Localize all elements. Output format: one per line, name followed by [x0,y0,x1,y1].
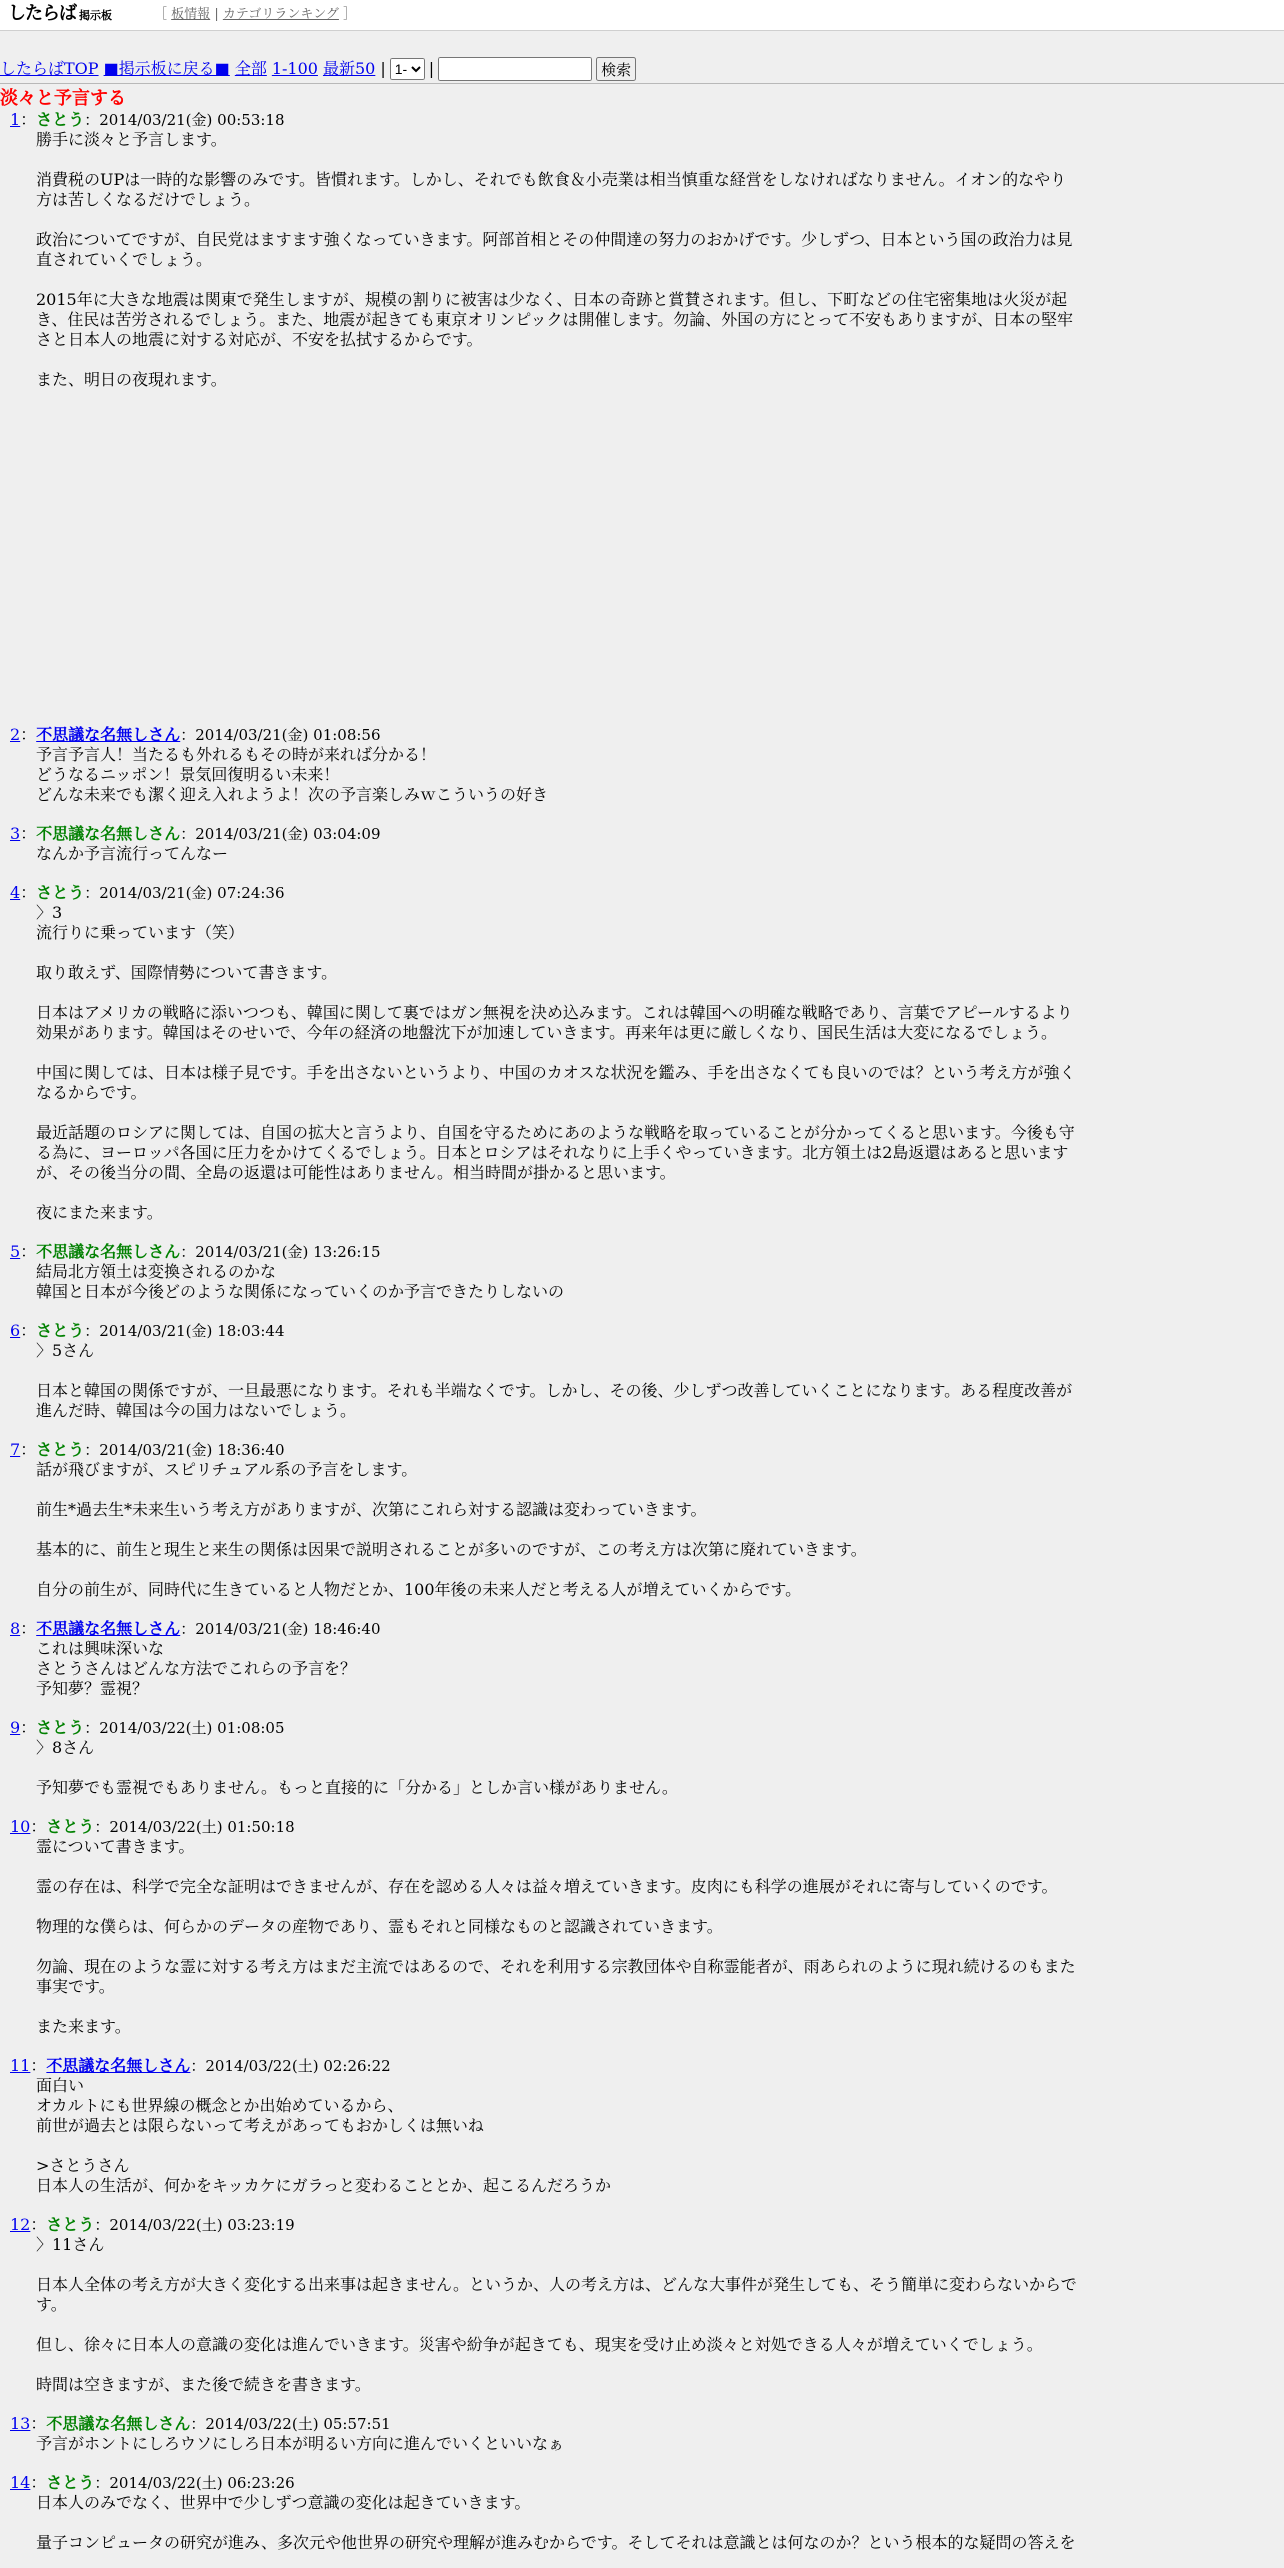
post-header [0,1440,1284,1460]
post-number-link[interactable]: 6 [10,1321,21,1340]
search-button[interactable]: 検索 [596,57,636,81]
site-logo[interactable] [8,4,112,26]
post-number-link[interactable]: 5 [10,1242,21,1261]
post-body: 〉3 流行りに乗っています（笑） 取り敢えず、国際情勢について書きます。 日本はアメリカの戦略に添いつつも、韓国に関して裏ではガン無視を決め込みます。これは韓国への明確な戦略であり、言葉でアピールするより効果があります。韓国はそのせいで、今年の経済の地盤沈下が加速していきます。再来年は更に厳しくなり、国民生活は大変になるでしょう。 中国に関しては、日本は様子見です。手を出さないというより、中国のカオスな状況を鑑み、手を出さなくても良いのでは？という考え方が強くなるからです。 最近話題のロシアに関しては、自国の拡大と言うより、自国を守るためにあのような戦略を取っていることが分かってくると思います。今後も守る為に、ヨーロッパ各国に圧力をかけてくるでしょう。日本とロシアはそれなりに上手くやっていきます。北方領土は2島返還はあると思いますが、その後当分の間、全島の返還は可能性はありません。相当時間が掛かると思います。 夜にまた来ます。 [36,903,1076,1222]
post-colon: ： [20,883,37,902]
post [0,725,1284,805]
post-colon: ： [30,2056,47,2075]
post-date: ：2014/03/21(金) 18:46:40 [180,1620,381,1638]
post-number-link[interactable]: 13 [10,2414,31,2433]
post [0,110,1284,706]
range-select[interactable] [390,58,425,80]
post-header [0,1321,1284,1341]
post-body: 〉8さん 予知夢でも霊視でもありません。もっと直接的に「分かる」としか言い様がありません。 [36,1738,678,1797]
post-number-link[interactable]: 9 [10,1718,21,1737]
bracket-close: ］ [343,7,357,22]
post-colon: ： [30,2473,47,2492]
post [0,1619,1284,1699]
post [0,2414,1284,2454]
post-number-link[interactable]: 3 [10,824,21,843]
post-body: これは興味深いな さとうさんはどんな方法でこれらの予言を？ 予知夢？霊視？ [36,1639,357,1698]
post-date: ：2014/03/22(土) 01:08:05 [84,1719,285,1737]
post-list [0,110,1284,2553]
post-header [0,1718,1284,1738]
post-body: 勝手に淡々と予言します。 消費税のUPは一時的な影響のみです。皆慣れます。しかし、それでも飲食＆小売業は相当慎重な経営をしなければなりません。イオン的なやり方は苦しくなるだけでしょう。 政治についてですが、自民党はますます強くなっていきます。阿部首相とその仲間達の努力のおかげです。少しずつ、日本という国の政治力は見直されていくでしょう。 2015年に大きな地震は関東で発生しますが、規模の割りに被害は少なく、日本の奇跡と賞賛されます。但し、下町などの住宅密集地は火災が起き、住民は苦労されるでしょう。また、地震が起きても東京オリンピックは開催します。勿論、外国の方にとって不安もありますが、日本の堅牢さと日本人の地震に対する対応が、不安を払拭するからです。 また、明日の夜現れます。 [36,130,1073,389]
category-ranking-link[interactable]: カテゴリランキング [222,7,339,22]
post-number-link[interactable]: 7 [10,1440,21,1459]
post-header [0,1817,1284,1837]
logo-sub-text: 掲示板 [79,9,112,22]
post-date: ：2014/03/22(土) 01:50:18 [94,1818,295,1836]
show-all-link[interactable]: 全部 [234,59,267,78]
search-input[interactable] [438,57,592,81]
top-links [154,5,356,25]
post-body: 結局北方領土は変換されるのかな 韓国と日本が今後どのような関係になっていくのか予言できたりしないの [36,1262,565,1301]
post-body: 面白い オカルトにも世界線の概念とか出始めているから、 前世が過去とは限らないって考えがあってもおかしくは無いね >さとうさん 日本人の生活が、何かをキッカケにガラっと変わることとか、起こるんだろうか [36,2076,612,2195]
post-body: 〉5さん 日本と韓国の関係ですが、一旦最悪になります。それも半端なくです。しかし、その後、少しずつ改善していくことになります。ある程度改善が進んだ時、韓国は今の国力はないでしょう。 [36,1341,1073,1420]
poster-name: 不思議な名無しさん [36,824,181,843]
post [0,2056,1284,2196]
post [0,1718,1284,1798]
post-header [0,2056,1284,2076]
poster-name: さとう [36,1321,85,1340]
post-colon: ： [20,824,37,843]
ad-space [0,390,1284,706]
post-body: 予言がホントにしろウソにしろ日本が明るい方向に進んでいくといいなぁ [36,2434,565,2453]
post-number-link[interactable]: 1 [10,110,21,129]
post-date: ：2014/03/22(土) 03:23:19 [94,2216,295,2234]
poster-name: 不思議な名無しさん [46,2414,191,2433]
post-date: ：2014/03/21(金) 03:04:09 [180,825,381,843]
logo-main-text: したらば [8,3,76,24]
post-header [0,824,1284,844]
post-body: 〉11さん 日本人全体の考え方が大きく変化する出来事は起きません。というか、人の考え方は、どんな大事件が発生しても、そう簡単に変わらないからです。 但し、徐々に日本人の意識の変化は進んでいきます。災害や紛争が起きても、現実を受け止め淡々と対処できる人々が増えていくでしょう。 時間は空きますが、また後で続きを書きます。 [36,2235,1077,2394]
post-colon: ： [20,1242,37,1261]
post-date: ：2014/03/21(金) 18:03:44 [84,1322,285,1340]
nav-separator: | [380,59,386,78]
post-date: ：2014/03/22(土) 06:23:26 [94,2474,295,2492]
poster-name: さとう [46,2215,95,2234]
post [0,824,1284,864]
poster-name: さとう [46,1817,95,1836]
post-header [0,110,1284,130]
nav-separator-2: | [428,59,435,78]
latest-50-link[interactable]: 最新50 [322,59,376,78]
poster-name-link[interactable]: 不思議な名無しさん [46,2056,191,2075]
post-date: ：2014/03/21(金) 13:26:15 [180,1243,381,1261]
board-info-link[interactable]: 板情報 [171,7,211,22]
poster-name: さとう [36,1718,85,1737]
thread-title: 淡々と予言する [0,88,126,109]
post-colon: ： [30,1817,47,1836]
post-body: 霊について書きます。 霊の存在は、科学で完全な証明はできませんが、存在を認める人々は益々増えていきます。皮肉にも科学の進展がそれに寄与していくのです。 物理的な僕らは、何らかのデータの産物であり、霊もそれと同様なものと認識されていきます。 勿論、現在のような霊に対する考え方はまだ主流ではあるので、それを利用する宗教団体や自称霊能者が、雨あられのように現れ続けるのもまた事実です。 また来ます。 [36,1837,1076,2036]
post-colon: ： [20,1321,37,1340]
post-body: 日本人のみでなく、世界中で少しずつ意識の変化は起きていきます。 量子コンピュータの研究が進み、多次元や他世界の研究や理解が進みむからです。そしてそれは意識とは何なのか？という根本的な疑問の答えを [36,2493,1076,2552]
post-header [0,1242,1284,1262]
poster-name: さとう [36,110,85,129]
post [0,1440,1284,1600]
post-colon: ： [20,1718,37,1737]
post [0,1321,1284,1421]
post-date: ：2014/03/21(金) 00:53:18 [84,111,285,129]
poster-name: さとう [36,883,85,902]
link-separator: | [214,7,219,22]
post-colon: ： [30,2215,47,2234]
post-header [0,2215,1284,2235]
post-body: 予言予言人！当たるも外れるもその時が来れば分かる！ どうなるニッポン！景気回復明るい未来！ どんな未来でも潔く迎え入れようよ！次の予言楽しみｗこういうの好き [36,745,549,804]
post [0,1817,1284,2037]
post-number-link[interactable]: 8 [10,1619,21,1638]
shitaraba-top-link[interactable]: したらばTOP [0,59,99,78]
post [0,1242,1284,1302]
post-date: ：2014/03/22(土) 02:26:22 [190,2057,391,2075]
post-number-link[interactable]: 11 [10,2056,31,2075]
post-colon: ： [20,725,37,744]
range-1-100-link[interactable]: 1-100 [271,59,318,78]
poster-name: 不思議な名無しさん [36,1242,181,1261]
post [0,883,1284,1223]
poster-name: さとう [46,2473,95,2492]
top-bar [0,0,1284,31]
post-number-link[interactable]: 12 [10,2215,31,2234]
post-colon: ： [20,1619,37,1638]
post-date: ：2014/03/21(金) 18:36:40 [84,1441,285,1459]
bracket-open: ［ [154,7,168,22]
post-colon: ： [30,2414,47,2433]
post-body: なんか予言流行ってんなー [36,844,229,863]
post-header [0,725,1284,745]
post-header [0,1619,1284,1639]
post-body: 話が飛びますが、スピリチュアル系の予言をします。 前生*過去生*未来生いう考え方がありますが、次第にこれら対する認識は変わっていきます。 基本的に、前生と現生と来生の関係は因果で説明されることが多いのですが、この考え方は次第に廃れていきます。 自分の前生が、同時代に生きていると人物だとか、100年後の未来人だと考える人が増えていくからです。 [36,1460,867,1599]
thread-nav-bar [0,57,1284,84]
post [0,2215,1284,2395]
post-number-link[interactable]: 14 [10,2473,31,2492]
post-header [0,2414,1284,2434]
poster-name-link[interactable]: 不思議な名無しさん [36,1619,181,1638]
back-to-board-link[interactable]: ■掲示板に戻る■ [103,59,230,78]
post-number-link[interactable]: 4 [10,883,21,902]
post-number-link[interactable]: 2 [10,725,21,744]
post-colon: ： [20,1440,37,1459]
poster-name-link[interactable]: 不思議な名無しさん [36,725,181,744]
poster-name: さとう [36,1440,85,1459]
post-date: ：2014/03/21(金) 07:24:36 [84,884,285,902]
post-date: ：2014/03/21(金) 01:08:56 [180,726,381,744]
post-header [0,883,1284,903]
post-number-link[interactable]: 10 [10,1817,31,1836]
post-date: ：2014/03/22(土) 05:57:51 [190,2415,391,2433]
post-header [0,2473,1284,2493]
post-colon: ： [20,110,37,129]
post [0,2473,1284,2553]
